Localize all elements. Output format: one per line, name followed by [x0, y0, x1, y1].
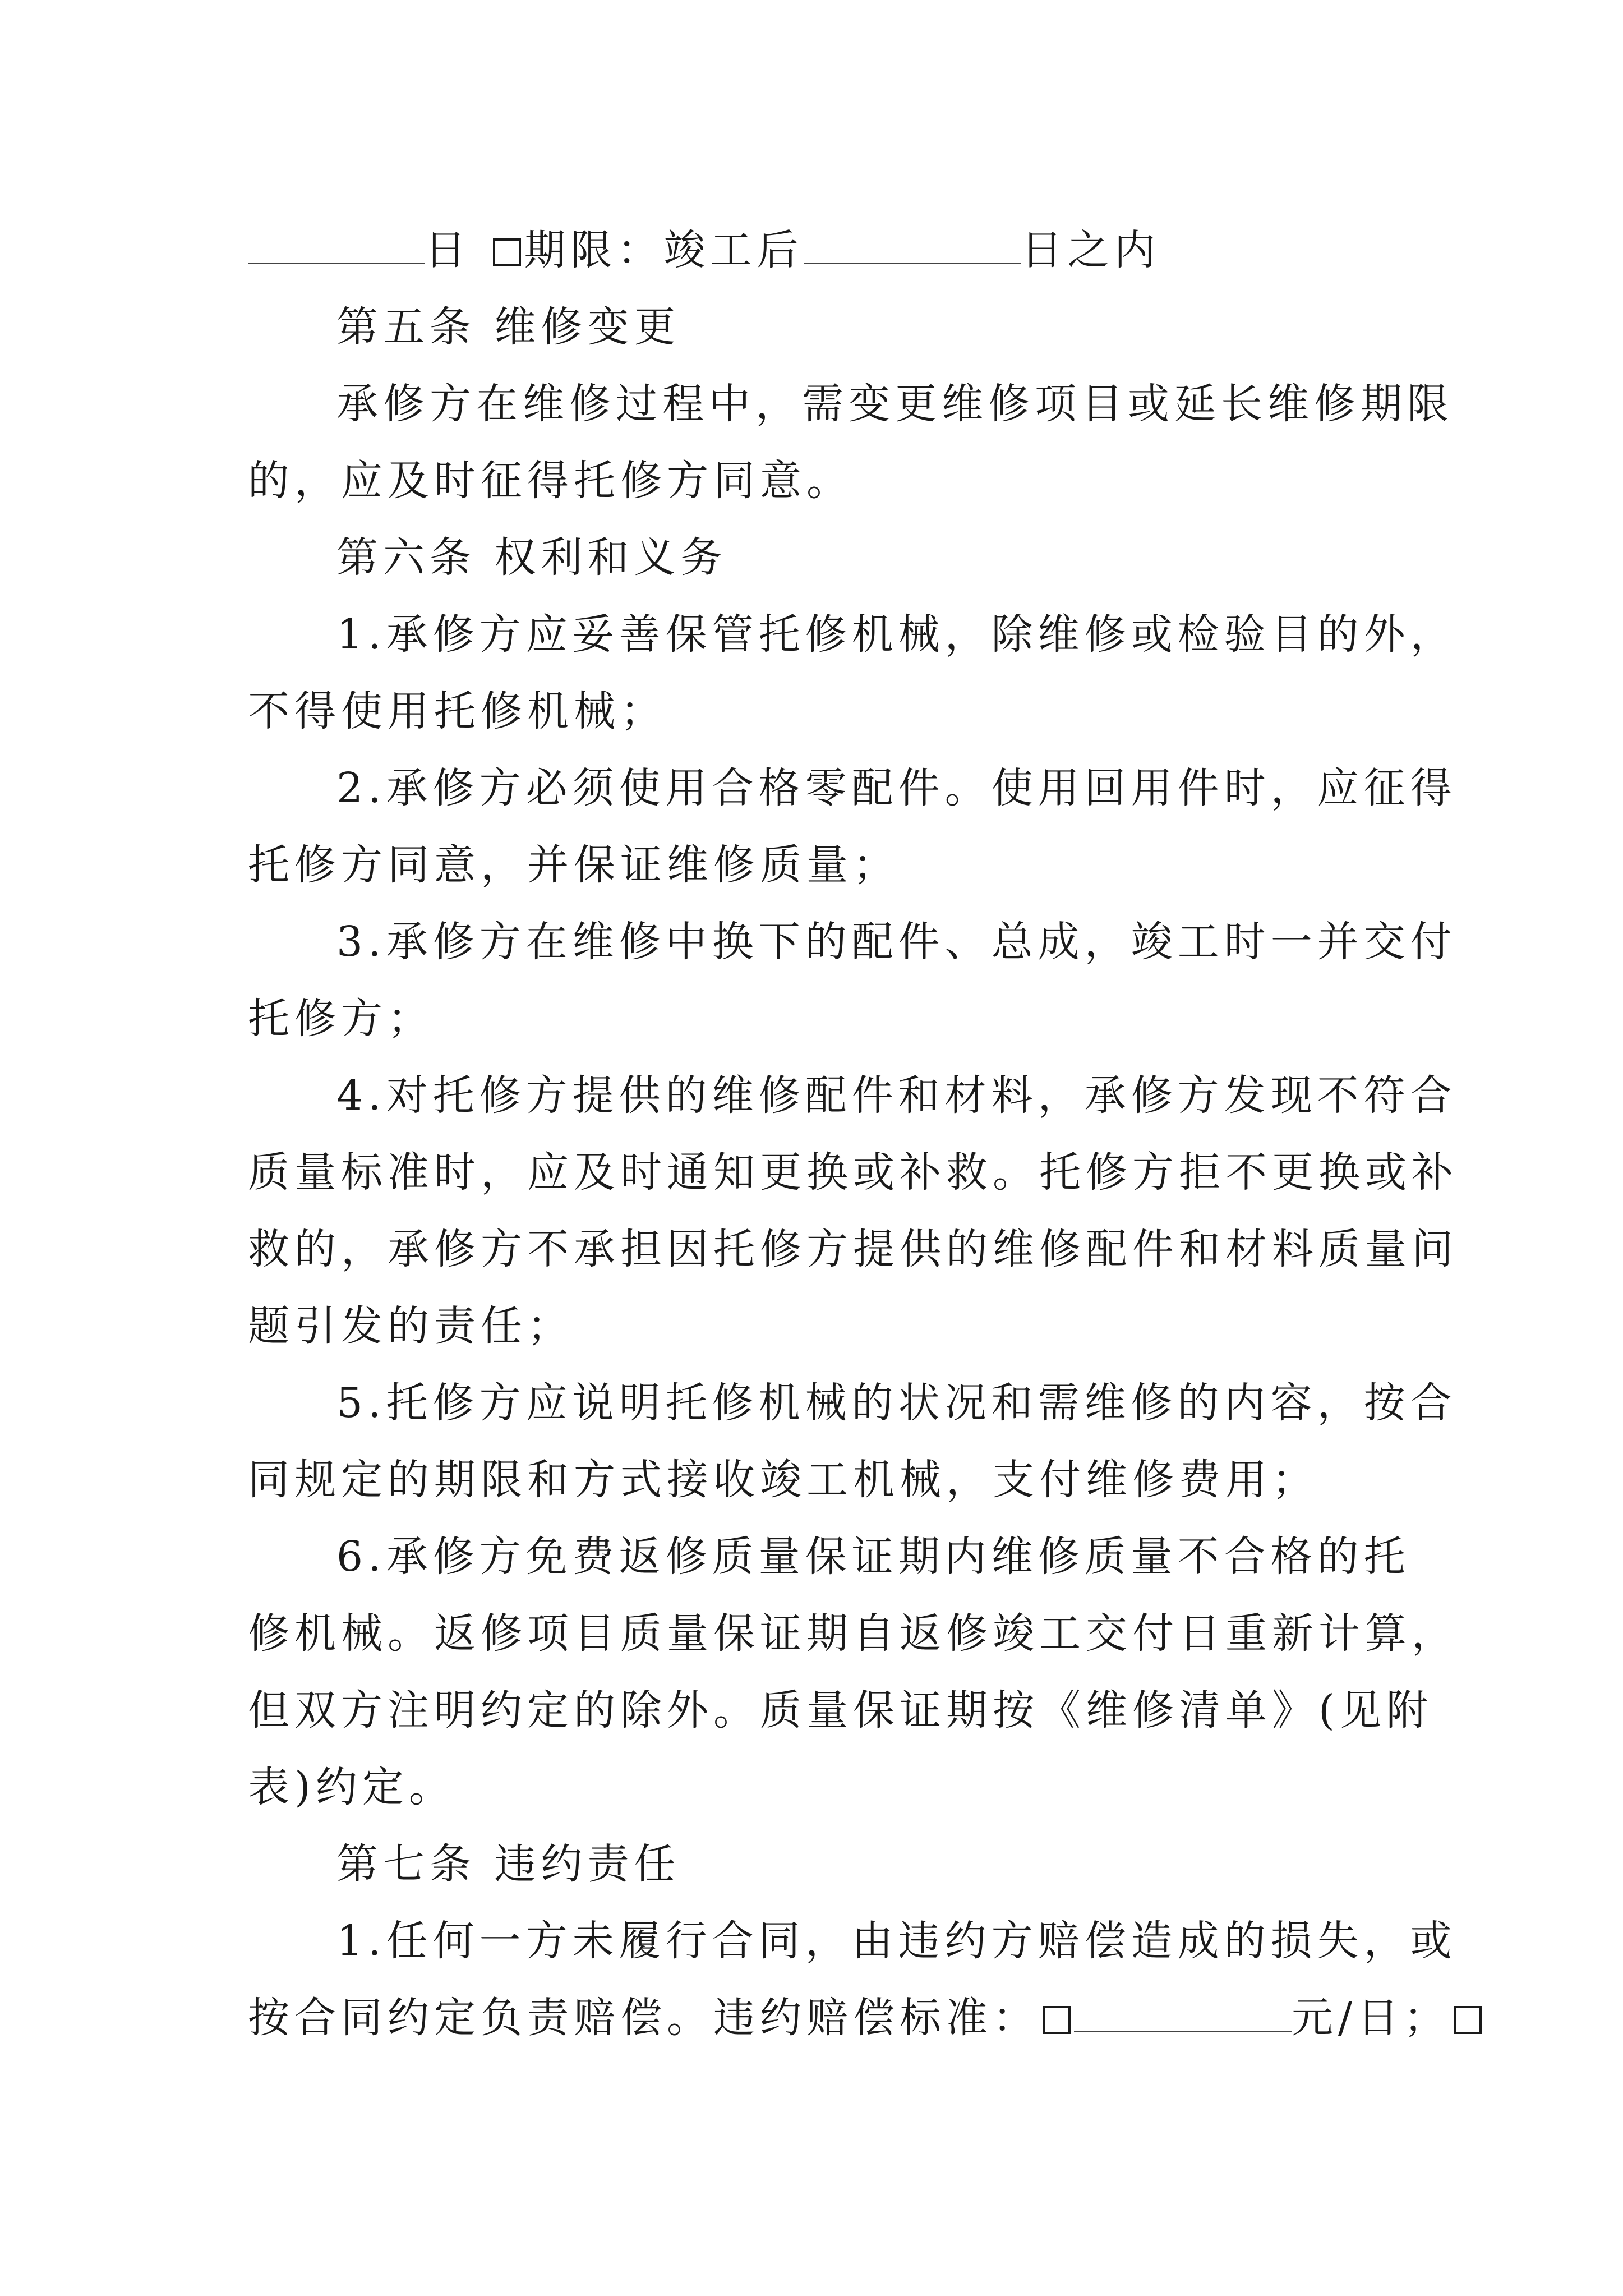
text-segment: 日 — [425, 226, 471, 274]
article-heading: 第五条 维修变更 — [336, 303, 681, 351]
clause-line: 表)约定。 — [248, 1763, 455, 1811]
paragraph-line: 的，应及时征得托修方同意。 — [248, 457, 853, 505]
clause-line: 托修方； — [248, 995, 434, 1043]
checkbox-icon[interactable] — [1043, 2006, 1071, 2034]
clause-line: 4.对托修方提供的维修配件和材料，承修方发现不符合 — [336, 1071, 1457, 1120]
checkbox-icon[interactable] — [493, 238, 521, 266]
clause-line: 3.承修方在维修中换下的配件、总成，竣工时一并交付 — [336, 918, 1457, 966]
amount-blank[interactable] — [1074, 1991, 1292, 2032]
article-heading: 第七条 违约责任 — [336, 1840, 681, 1888]
date-blank[interactable] — [248, 224, 425, 264]
penalty-line — [248, 1980, 1450, 2056]
clause-line: 救的，承修方不承担因托修方提供的维修配件和材料质量问 — [248, 1225, 1458, 1273]
clause-line: 不得使用托修机械； — [248, 687, 667, 735]
clause-line: 同规定的期限和方式接收竣工机械，支付维修费用； — [248, 1456, 1318, 1504]
clause-line: 质量标准时，应及时通知更换或补救。托修方拒不更换或补 — [248, 1148, 1458, 1197]
deadline-line — [248, 212, 1381, 289]
clause-line: 托修方同意，并保证维修质量； — [248, 841, 900, 889]
text-segment: 按合同约定负责赔偿。违约赔偿标准： — [248, 1994, 1039, 2042]
clause-line: 题引发的责任； — [248, 1302, 574, 1350]
text-segment: 期限：竣工后 — [524, 226, 804, 274]
paragraph-line: 承修方在维修过程中，需变更维修项目或延长维修期限 — [336, 380, 1454, 428]
clause-line: 5.托修方应说明托修机械的状况和需维修的内容，按合 — [336, 1379, 1457, 1427]
clause-line: 但双方注明约定的除外。质量保证期按《维修清单》(见附 — [248, 1686, 1433, 1734]
text-segment: 元/日； — [1292, 1994, 1450, 2042]
clause-line: 1.任何一方未履行合同，由违约方赔偿造成的损失，或 — [336, 1917, 1457, 1965]
article-heading: 第六条 权利和义务 — [336, 533, 727, 582]
clause-line: 1.承修方应妥善保管托修机械，除维修或检验目的外， — [336, 610, 1457, 659]
clause-line: 6.承修方免费返修质量保证期内维修质量不合格的托 — [336, 1533, 1410, 1581]
contract-body — [248, 212, 1458, 2056]
text-segment: 日之内 — [1021, 226, 1161, 274]
clause-line: 修机械。返修项目质量保证期自返修竣工交付日重新计算， — [248, 1609, 1458, 1658]
clause-line: 2.承修方必须使用合格零配件。使用回用件时，应征得 — [336, 764, 1457, 812]
days-blank[interactable] — [804, 224, 1021, 264]
checkbox-icon[interactable] — [1454, 2006, 1482, 2034]
